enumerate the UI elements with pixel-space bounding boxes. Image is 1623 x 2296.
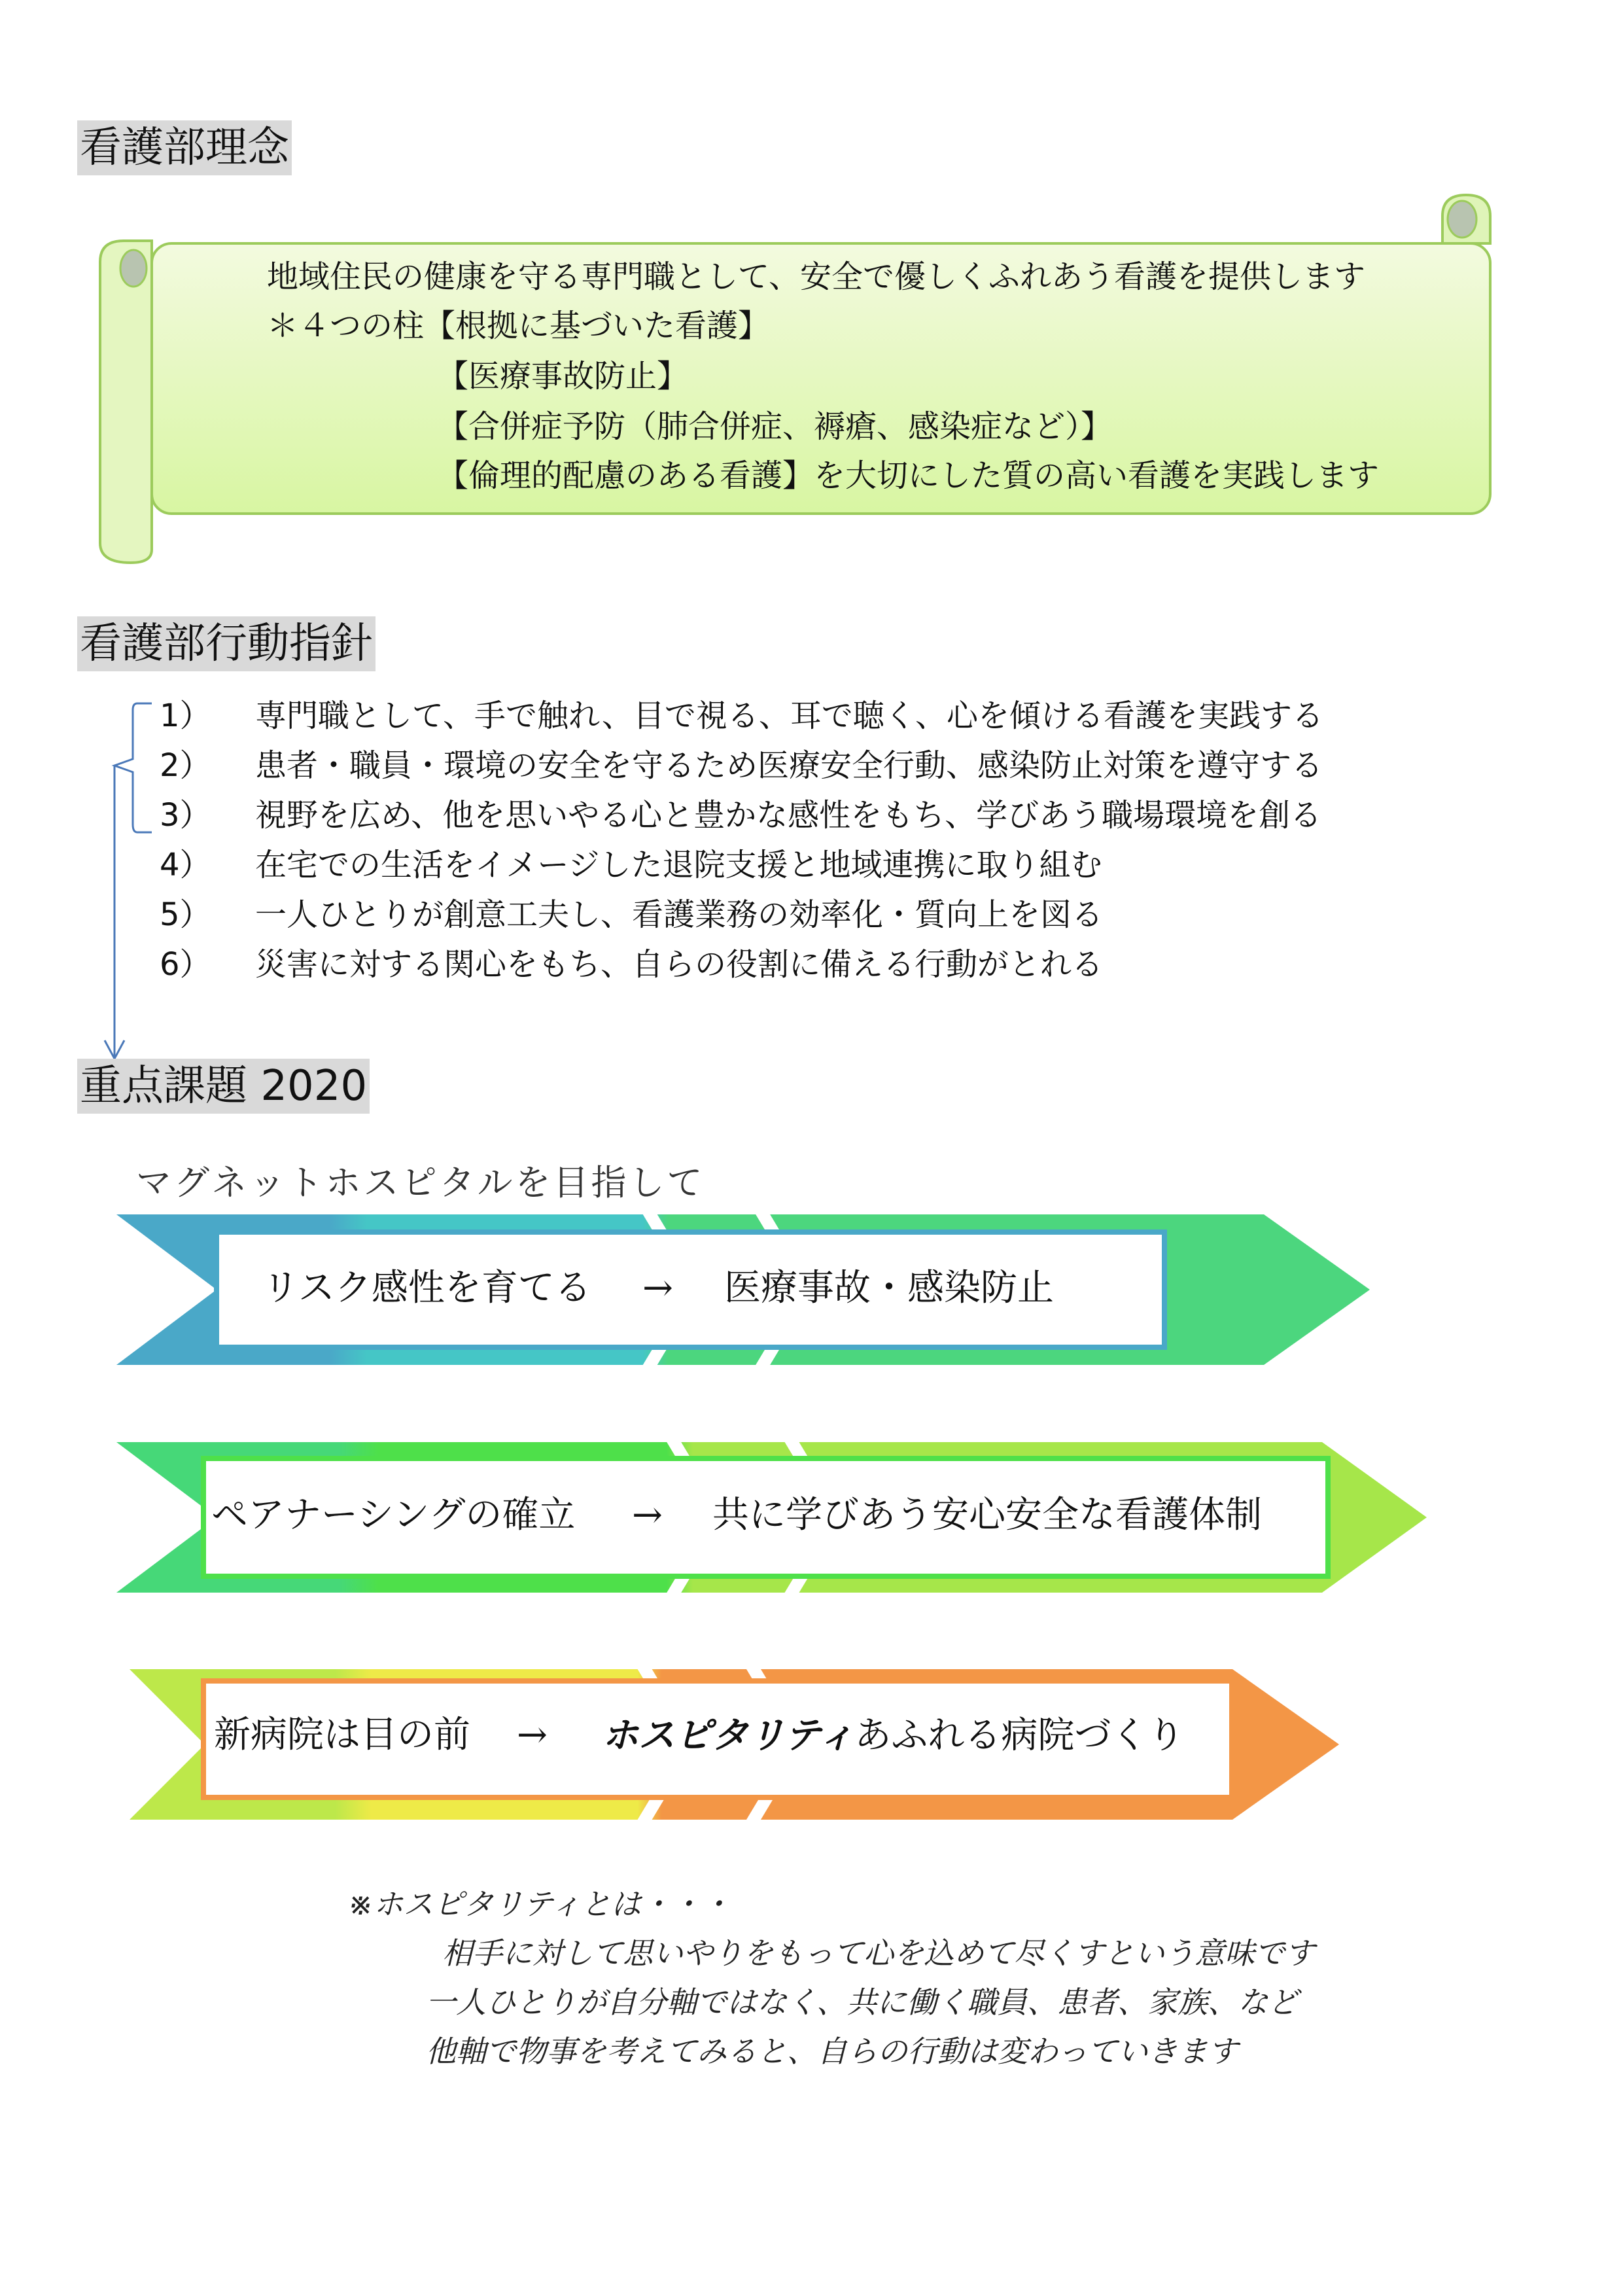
guideline-text: 在宅での生活をイメージした退院支援と地域連携に取り組む (255, 847, 1102, 883)
arrow3-right-text (602, 1712, 1184, 1759)
philosophy-heading: 看護部理念 (77, 120, 292, 175)
guideline-number: 5） (160, 896, 211, 933)
guideline-text: 一人ひとりが創意工夫し、看護業務の効率化・質向上を図る (255, 896, 1104, 933)
priorities-heading: 重点課題 2020 (77, 1059, 370, 1114)
footnote-line: 他軸で物事を考えてみると、自らの行動は変わっていきます (426, 2034, 1238, 2069)
philosophy-line: ＊４つの柱【根拠に基づいた看護】 (267, 308, 770, 344)
scroll-banner (100, 195, 1490, 563)
guideline-number: 1） (160, 698, 211, 734)
arrow2-right-text: 共に学びあう安心安全な看護体制 (712, 1494, 1262, 1536)
arrow2-left-text: ペアナーシングの確立 (211, 1494, 576, 1536)
priorities-subtitle: マグネットホスピタルを目指して (136, 1162, 705, 1203)
arrow-symbol: → (632, 1494, 663, 1536)
philosophy-line: 【倫理的配慮のある看護】を大切にした質の高い看護を実践します (437, 457, 1380, 494)
guideline-number: 6） (160, 946, 211, 983)
guideline-text: 専門職として、手で触れ、目で視る、耳で聴く、心を傾ける看護を実践する (255, 698, 1323, 734)
arrow3-right-rest: あふれる病院づくり (854, 1714, 1185, 1757)
arrow1-left-text: リスク感性を育てる (262, 1267, 591, 1309)
philosophy-line: 地域住民の健康を守る専門職として、安全で優しくふれあう看護を提供します (267, 258, 1366, 295)
guideline-text: 災害に対する関心をもち、自らの役割に備える行動がとれる (255, 946, 1104, 983)
arrow3-emphasis: ホスピタリティ (602, 1714, 855, 1757)
arrow1-right-text: 医療事故・感染防止 (724, 1267, 1054, 1309)
philosophy-line: 【医療事故防止】 (437, 358, 689, 395)
guideline-text: 患者・職員・環境の安全を守るため医療安全行動、感染防止対策を遵守する (255, 747, 1323, 784)
arrow3-left-text: 新病院は目の前 (214, 1714, 470, 1756)
guidelines-heading: 看護部行動指針 (77, 616, 375, 671)
philosophy-line: 【合併症予防（肺合併症、褥瘡、感染症など）】 (437, 408, 1113, 445)
arrow-symbol: → (642, 1267, 673, 1309)
guideline-number: 2） (160, 747, 211, 784)
arrow-symbol: → (517, 1714, 548, 1756)
footnote-title (348, 1884, 731, 1924)
footnote-title-text: ※ホスピタリティとは・・・ (348, 1886, 731, 1922)
footnote-line: 相手に対して思いやりをもって心を込めて尽くすという意味です (442, 1935, 1315, 1971)
guideline-text: 視野を広め、他を思いやる心と豊かな感性をもち、学びあう職場環境を創る (255, 797, 1322, 834)
guideline-number: 4） (160, 847, 211, 883)
footnote-line: 一人ひとりが自分軸ではなく、共に働く職員、患者、家族、など (426, 1985, 1299, 2020)
guideline-number: 3） (160, 797, 211, 834)
bracket-connector (105, 703, 152, 1059)
